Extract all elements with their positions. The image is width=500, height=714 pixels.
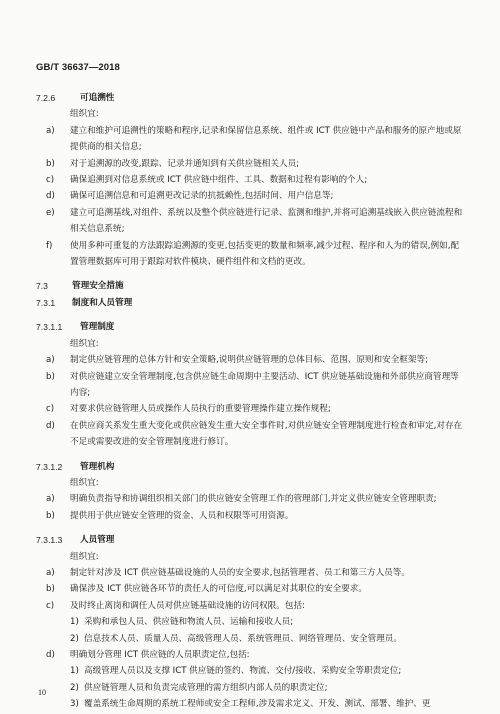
list-item: b) 对供应链建立安全管理制度,包含供应链生命周期中主要活动、ICT 供应链基础设施和外部供应商管理等内容; bbox=[46, 371, 459, 398]
list-item: a) 建立和维护可追溯性的策略和程序,记录和保留信息系统、组件或 ICT 供应链中产品和服务的原产地或原提供商的相关信息; bbox=[46, 125, 462, 153]
list-7-3-1-1 bbox=[36, 352, 466, 450]
organization-should-label: 组织宜: bbox=[70, 109, 99, 120]
list-item: b) 提供用于供应链安全管理的资金、人员和权限等可用资源。 bbox=[46, 510, 294, 521]
list-item: c) 及时终止离岗和调任人员对供应链基础设施的访问权限。包括: bbox=[46, 600, 305, 611]
page-number: 10 bbox=[38, 688, 46, 697]
section-title: 制度和人员管理 bbox=[72, 297, 133, 308]
section-title: 管理机构 bbox=[80, 461, 115, 472]
section-title: 人员管理 bbox=[80, 535, 115, 546]
list-item: a) 制定供应链管理的总体方针和安全策略,说明供应链管理的总体目标、范围、原则和安全框架等; bbox=[46, 355, 428, 366]
list-7-2-6 bbox=[36, 123, 466, 271]
section-number: 7.3.1 bbox=[36, 297, 56, 308]
sub-list-item: 1) 采购和承包人员、供应链和物流人员、运输和接收人员; bbox=[70, 617, 294, 628]
standard-number-header: GB/T 36637—2018 bbox=[36, 62, 120, 73]
organization-should-label: 组织宜: bbox=[70, 477, 99, 488]
section-heading-7-3-1-3 bbox=[36, 532, 466, 548]
list-7-3-1-3 bbox=[36, 565, 466, 713]
list-item: a) 明确负责指导和协调组织相关部门的供应链安全管理工作的管理部门,并定义供应链安全管理职责; bbox=[46, 494, 437, 505]
section-title: 管理制度 bbox=[80, 322, 115, 333]
sub-list-item: 2) 信息技术人员、质量人员、高级管理人员、系统管理员、网络管理员、安全管理员。 bbox=[70, 633, 402, 644]
list-item: d) 确保可追溯信息和可追溯更改记录的抗抵赖性,包括时间、用户信息等; bbox=[46, 191, 334, 202]
list-item: a) 制定针对涉及 ICT 供应链基础设施的人员的安全要求,包括管理者、员工和第三方人员等。 bbox=[46, 567, 410, 578]
section-heading-7-3-1-1 bbox=[36, 319, 466, 335]
list-7-3-1-2 bbox=[36, 491, 466, 524]
section-number: 7.3.1.2 bbox=[36, 461, 63, 472]
section-number: 7.3.1.3 bbox=[36, 535, 63, 546]
section-heading-7-3-1-2 bbox=[36, 459, 466, 475]
document-body bbox=[36, 90, 466, 713]
list-item: d) 明确划分管理 ICT 供应链的人员职责定位,包括: bbox=[46, 650, 250, 660]
list-item: c) 对要求供应链管理人员或操作人员执行的重要管理操作建立操作规程; bbox=[46, 404, 331, 415]
list-item: c) 确保追溯到对信息系统或 ICT 供应链中组件、工具、数据和过程有影响的个人; bbox=[46, 175, 368, 186]
list-item: e) 建立可追溯基线,对组件、系统以及整个供应链进行记录、监测和维护,并将可追溯基线嵌入供应链流程和相关信息系统; bbox=[46, 207, 463, 235]
sub-list-item: 2) 供应链管理人员和负责完成管理的需方组织内部人员的职责定位; bbox=[70, 682, 328, 693]
list-item: b) 确保涉及 ICT 供应链各环节的责任人的可信度,可以满足对其职位的安全要求。 bbox=[46, 584, 367, 595]
list-item: d) 在供应商关系发生重大变化或供应链发生重大安全事件时,对供应链安全管理制度进行检查和审定,对存在不足或需要改进的安全管理制度进行修订。 bbox=[46, 420, 463, 448]
sub-list-item: 3) 覆盖系统生命周期的系统工程师或安全工程师,涉及需求定义、开发、测试、部署、维护、更 bbox=[70, 699, 431, 710]
section-heading-7-2-6 bbox=[36, 90, 466, 106]
list-item: f) 使用多种可重复的方法跟踪追溯源的变更,包括变更的数量和频率,减少过程、程序和人为的错误,例如,配置管理数据库可用于跟踪对软件模块、硬件组件和文档的更改。 bbox=[46, 240, 460, 268]
section-title: 可追溯性 bbox=[80, 93, 115, 103]
organization-should-label: 组织宜: bbox=[70, 551, 99, 562]
section-number: 7.3.1.1 bbox=[36, 322, 63, 333]
sub-list-item: 1) 高级管理人员以及支撑 ICT 供应链的签约、物流、交付/接收、采购安全等职责定位; bbox=[70, 666, 402, 677]
organization-should-label: 组织宜: bbox=[70, 338, 99, 349]
list-item: b) 对于追溯源的改变,跟踪、记录并通知到有关供应链相关人员; bbox=[46, 158, 300, 169]
section-heading-7-3 bbox=[36, 278, 466, 294]
section-heading-7-3-1 bbox=[36, 295, 466, 311]
section-number: 7.2.6 bbox=[36, 93, 56, 103]
section-title: 管理安全措施 bbox=[72, 281, 124, 292]
section-number: 7.3 bbox=[36, 281, 48, 292]
